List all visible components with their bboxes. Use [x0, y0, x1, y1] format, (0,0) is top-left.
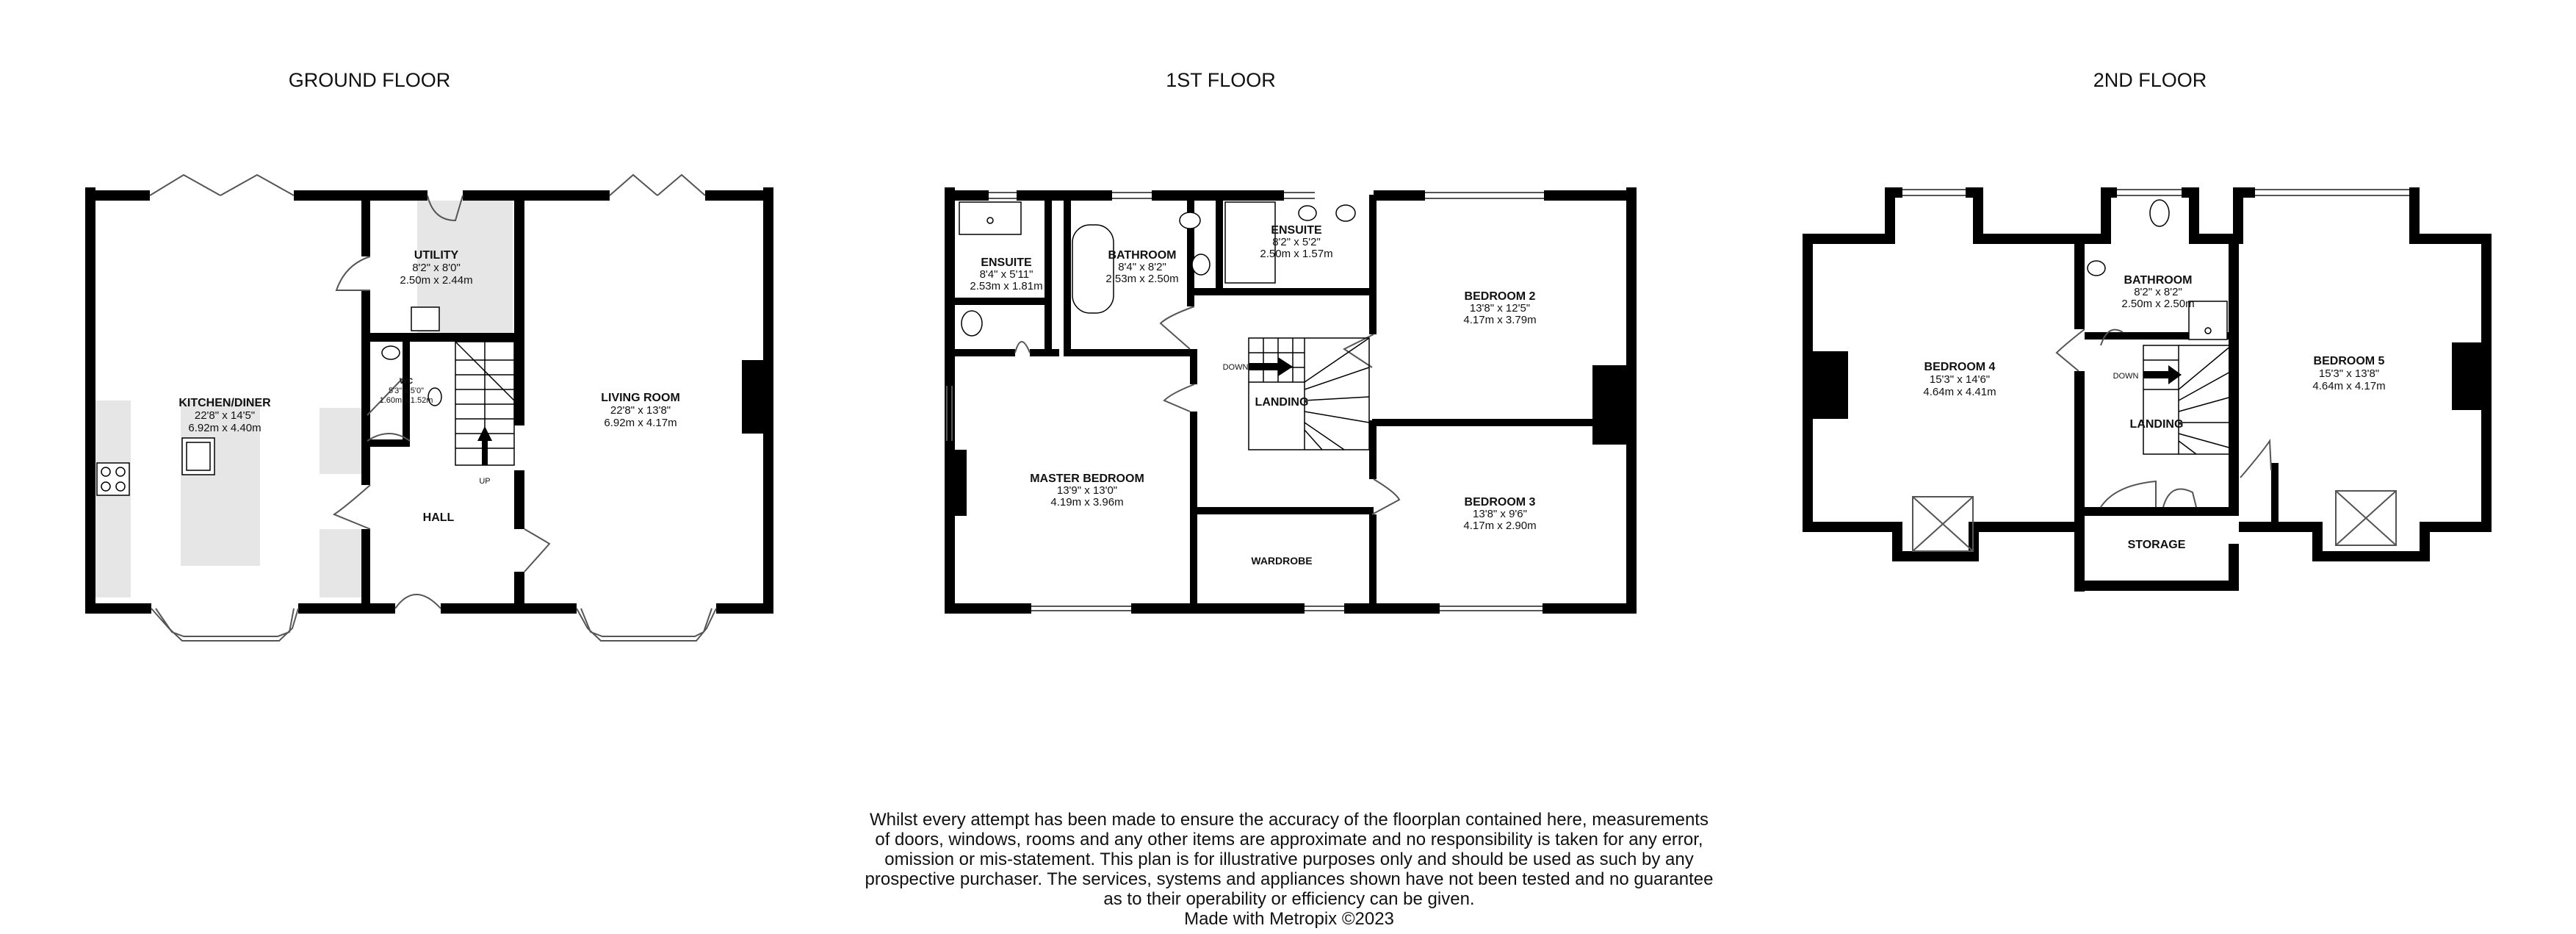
credit-line: Made with Metropix ©2023 [1184, 909, 1394, 929]
room-dim-imperial-bathroom-1: 8'4" x 8'2" [1118, 261, 1166, 273]
room-name-bedroom-3: BEDROOM 3 [1464, 496, 1536, 509]
room-name-kitchen-diner: KITCHEN/DINER [178, 397, 271, 409]
ground-floor-title: GROUND FLOOR [288, 69, 451, 91]
room-dim-imperial-utility: 8'2" x 8'0" [412, 262, 461, 274]
disclaimer-line: as to their operability or efficiency can be given. [1103, 889, 1475, 909]
ground-floor-plan [85, 69, 773, 641]
room-name-wc: WC [399, 377, 414, 386]
room-name-bathroom-1: BATHROOM [1108, 249, 1177, 262]
stair-arrow-down-2 [2143, 365, 2182, 384]
room-dim-metric-ensuite-1: 2.53m x 1.81m [970, 280, 1043, 292]
room-dim-imperial-master-bedroom: 13'9" x 13'0" [1056, 484, 1118, 497]
second-stair-label: DOWN [2113, 372, 2139, 381]
first-stair-label: DOWN [1222, 363, 1249, 372]
disclaimer-line: Whilst every attempt has been made to ensure the accuracy of the floorplan contained here, measurements [870, 810, 1709, 830]
room-name-master-bedroom: MASTER BEDROOM [1030, 473, 1144, 485]
second-floor-plan [1803, 69, 2492, 592]
room-dim-metric-wc: 1.60m x 1.52m [379, 396, 433, 405]
room-dim-metric-bedroom-5: 4.64m x 4.17m [2312, 380, 2386, 392]
room-name-storage: STORAGE [2127, 539, 2186, 551]
room-dim-imperial-bedroom-3: 13'8" x 9'6" [1473, 508, 1527, 520]
room-dim-metric-living-room: 6.92m x 4.17m [604, 417, 677, 429]
room-name-living-room: LIVING ROOM [601, 392, 680, 404]
first-floor-stairs [1249, 338, 1369, 450]
room-dim-metric-utility: 2.50m x 2.44m [400, 274, 473, 287]
room-name-hall: HALL [422, 511, 455, 524]
room-dim-imperial-bathroom-2: 8'2" x 8'2" [2134, 286, 2182, 298]
room-dim-metric-bedroom-4: 4.64m x 4.41m [1923, 386, 1996, 398]
room-name-landing-1: LANDING [1255, 396, 1309, 409]
room-dim-metric-bathroom-2: 2.50m x 2.50m [2121, 298, 2195, 310]
room-name-utility: UTILITY [414, 249, 459, 262]
second-floor-stairs [2143, 345, 2232, 454]
disclaimer-line: omission or mis-statement. This plan is for illustrative purposes only and should be used as such by any [884, 849, 1694, 869]
room-dim-imperial-ensuite-2: 8'2" x 5'2" [1272, 236, 1321, 248]
room-dim-imperial-bedroom-4: 15'3" x 14'6" [1929, 373, 1991, 386]
room-name-landing-2: LANDING [2129, 418, 2184, 431]
room-name-bathroom-2: BATHROOM [2124, 274, 2193, 287]
first-floor-title: 1ST FLOOR [1166, 69, 1276, 91]
room-name-wardrobe: WARDROBE [1251, 555, 1313, 567]
room-name-bedroom-4: BEDROOM 4 [1924, 361, 1996, 373]
room-dim-imperial-bedroom-5: 15'3" x 13'8" [2318, 367, 2380, 380]
first-floor-plan [945, 69, 1637, 614]
ground-stair-label: UP [479, 477, 491, 486]
room-name-ensuite-1: ENSUITE [981, 256, 1032, 269]
room-dim-metric-ensuite-2: 2.50m x 1.57m [1260, 248, 1333, 260]
room-dim-imperial-kitchen-diner: 22'8" x 14'5" [194, 409, 256, 422]
room-dim-metric-bedroom-3: 4.17m x 2.90m [1463, 520, 1537, 532]
disclaimer-line: prospective purchaser. The services, systems and appliances shown have not been tested and no guarantee [865, 869, 1714, 889]
stair-arrow-up [477, 426, 492, 465]
second-floor-title: 2ND FLOOR [2093, 69, 2207, 91]
room-dim-metric-kitchen-diner: 6.92m x 4.40m [188, 422, 261, 434]
room-dim-imperial-wc: 5'3" x 5'0" [388, 387, 425, 395]
room-name-ensuite-2: ENSUITE [1271, 224, 1322, 237]
room-dim-metric-bedroom-2: 4.17m x 3.79m [1463, 314, 1537, 326]
stair-arrow-down-1 [1249, 357, 1293, 376]
room-dim-imperial-living-room: 22'8" x 13'8" [610, 404, 671, 417]
disclaimer-line: of doors, windows, rooms and any other items are approximate and no responsibility is taken for any error, [875, 830, 1703, 849]
room-name-bedroom-2: BEDROOM 2 [1464, 290, 1536, 303]
room-name-bedroom-5: BEDROOM 5 [2313, 355, 2385, 367]
room-dim-imperial-bedroom-2: 13'8" x 12'5" [1469, 302, 1531, 315]
disclaimer-text [845, 810, 1733, 929]
room-dim-metric-master-bedroom: 4.19m x 3.96m [1050, 496, 1124, 509]
room-dim-imperial-ensuite-1: 8'4" x 5'11" [979, 268, 1033, 281]
room-dim-metric-bathroom-1: 2.53m x 2.50m [1105, 273, 1179, 285]
